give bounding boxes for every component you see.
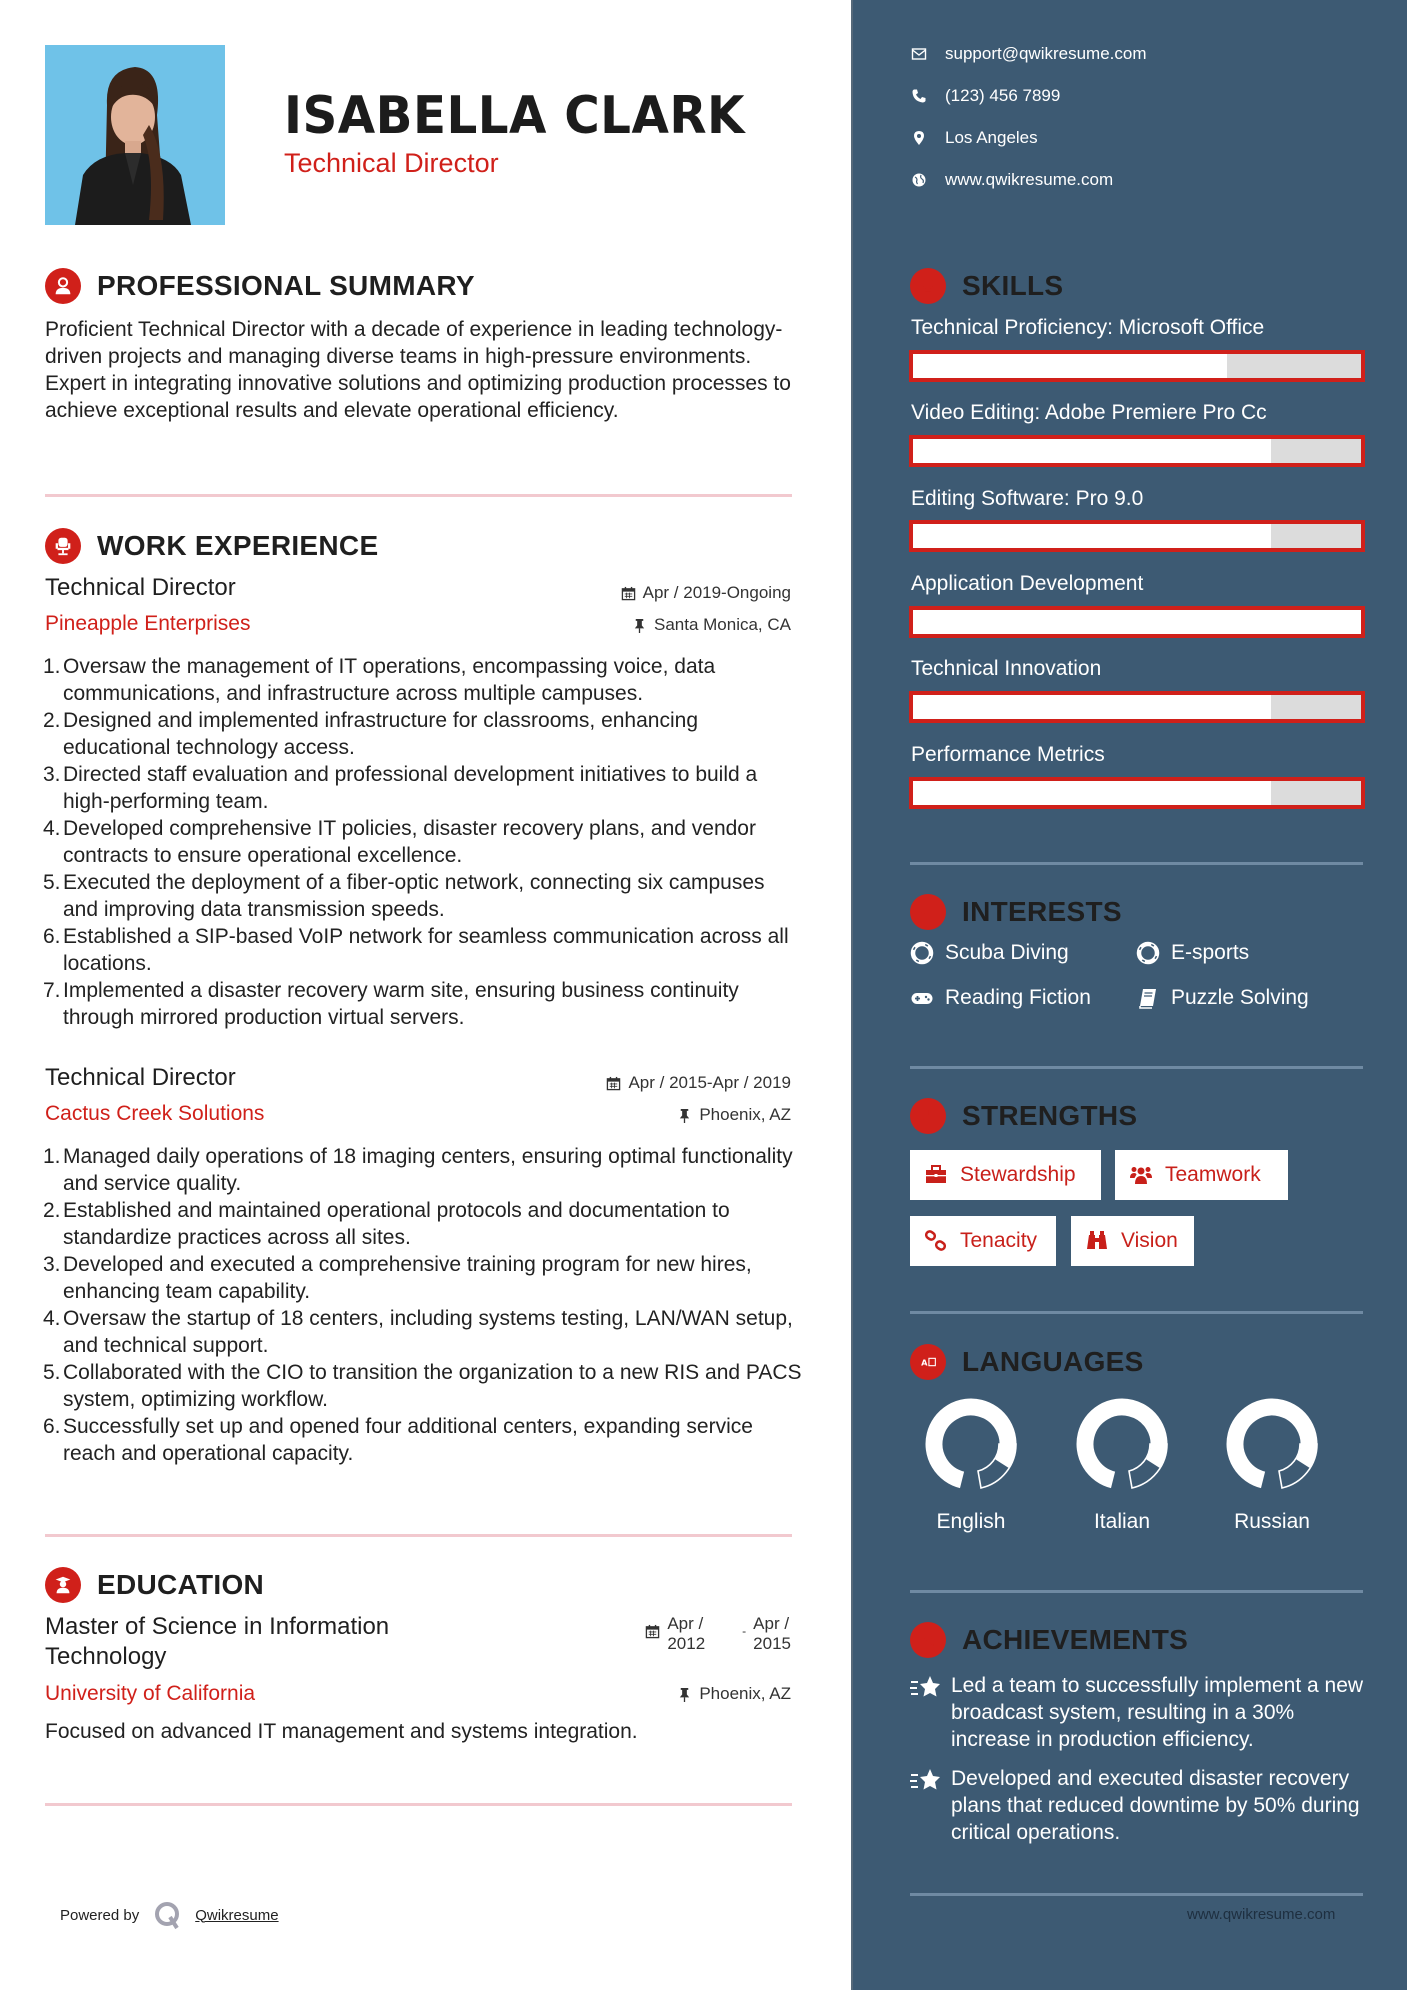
calendar-icon [621, 586, 636, 601]
education-location-text: Phoenix, AZ [699, 1684, 791, 1703]
section-divider [910, 1590, 1363, 1593]
skill-bar [909, 520, 1365, 552]
list-item: 3. Directed staff evaluation and professional development initiatives to build a high-performing team. [43, 763, 758, 813]
language-label: Italian [1093, 1510, 1151, 1533]
job-location-text: Santa Monica, CA [653, 615, 791, 634]
skill-label: Technical Innovation [911, 657, 1102, 680]
language-donut-chart [923, 1396, 1019, 1492]
skill-bar [909, 606, 1365, 638]
education-section-header [45, 1567, 264, 1603]
globe-icon [911, 172, 927, 188]
qwikresume-logo-icon [153, 1900, 183, 1930]
shooting-star-icon [910, 1622, 946, 1658]
profile-photo [45, 45, 225, 225]
envelope-icon [911, 46, 927, 62]
list-item: 1. Oversaw the management of IT operations, encompassing voice, data communications, and infrastructure across multiple campuses. [43, 655, 716, 705]
section-divider [910, 1066, 1363, 1069]
summary-text: Proficient Technical Director with a decade of experience in leading technology-driven projects and managing diverse teams in high-pressure environments. Expert in integrating innovative solutions and optimizing production processes to achieve exceptional results and elevate operational efficiency. [45, 318, 791, 422]
link-icon [924, 1229, 948, 1253]
section-divider [45, 494, 792, 497]
calendar-icon [645, 1624, 660, 1639]
job-duties-list [45, 653, 805, 1031]
qwikresume-link[interactable]: Qwikresume [195, 1906, 279, 1924]
job-dates [606, 1073, 791, 1093]
life-ring-icon [1136, 941, 1160, 965]
office-chair-icon [45, 528, 81, 564]
job-title: Technical Director [45, 574, 236, 601]
skill-label: Performance Metrics [911, 743, 1105, 766]
skills-title: SKILLS [962, 270, 1064, 301]
section-divider [910, 1893, 1363, 1896]
skill-fill [913, 695, 1271, 719]
phone-icon [911, 88, 927, 104]
skill-label: Video Editing: Adobe Premiere Pro Cc [911, 401, 1267, 424]
job-location-text: Phoenix, AZ [699, 1105, 791, 1124]
interest-item: Scuba Diving [910, 941, 1069, 965]
achievements-title: ACHIEVEMENTS [962, 1624, 1189, 1655]
skill-fill [913, 610, 1361, 634]
gamepad-icon [910, 986, 934, 1010]
list-item: 2. Designed and implemented infrastructure for classrooms, enhancing educational technology access. [43, 709, 698, 759]
achievements-section-header [910, 1622, 1188, 1658]
pushpin-icon [677, 1687, 692, 1702]
shooting-star-icon [909, 1673, 943, 1703]
skill-bar [909, 435, 1365, 467]
interests-section-header [910, 894, 1122, 930]
users-icon [1129, 1163, 1153, 1187]
achievement-item: Developed and executed disaster recovery plans that reduced downtime by 50% during critical operations. [909, 1765, 1369, 1846]
language-item [916, 1396, 1026, 1534]
strength-tag: Teamwork [1115, 1150, 1288, 1200]
education-end: Apr / 2015 [753, 1614, 791, 1653]
summary-title: PROFESSIONAL SUMMARY [97, 270, 475, 301]
language-label: Russian [1234, 1510, 1310, 1533]
paper-plane-icon [910, 894, 946, 930]
list-item: 2. Established and maintained operational protocols and documentation to standardize practices across all sites. [43, 1199, 730, 1249]
briefcase-icon [924, 1163, 948, 1187]
list-item: 1. Managed daily operations of 18 imaging centers, ensuring optimal functionality and service quality. [43, 1145, 793, 1195]
interest-item: E-sports [1136, 941, 1249, 965]
binoculars-icon [1085, 1229, 1109, 1253]
strengths-title: STRENGTHS [962, 1100, 1138, 1131]
shooting-star-icon [909, 1766, 943, 1796]
section-divider [45, 1803, 792, 1806]
skill-bar [909, 350, 1365, 382]
experience-title: WORK EXPERIENCE [97, 530, 379, 561]
interest-item: Puzzle Solving [1136, 986, 1309, 1010]
map-marker-icon [911, 130, 927, 146]
language-item [1067, 1396, 1177, 1534]
job-company: Pineapple Enterprises [45, 612, 251, 635]
section-divider [45, 1534, 792, 1537]
education-title: EDUCATION [97, 1569, 265, 1600]
skills-section-header [910, 268, 1063, 304]
life-ring-icon [910, 941, 934, 965]
summary-section-header [45, 268, 475, 304]
pushpin-icon [677, 1108, 692, 1123]
school-name: University of California [45, 1682, 256, 1705]
job-duties-list [45, 1143, 805, 1467]
contact-location: Los Angeles [910, 128, 1038, 148]
graduate-icon [45, 1567, 81, 1603]
skill-label: Application Development [911, 572, 1144, 595]
education-start: Apr / 2012 [667, 1614, 706, 1653]
list-item: 7. Implemented a disaster recovery warm site, ensuring business continuity through mirrored production virtual servers. [43, 979, 739, 1029]
skill-fill [913, 354, 1227, 378]
book-icon [1136, 986, 1160, 1010]
fist-icon [910, 1098, 946, 1134]
skill-bar [909, 777, 1365, 809]
job-location [632, 615, 791, 635]
degree-title: Master of Science in Information Technology [45, 1613, 390, 1670]
list-item: 4. Developed comprehensive IT policies, disaster recovery plans, and vendor contracts to ensure operational excellence. [43, 817, 756, 867]
skill-label: Editing Software: Pro 9.0 [911, 487, 1144, 510]
powered-by: Powered by Qwikresume [60, 1900, 279, 1930]
interest-item: Reading Fiction [910, 986, 1091, 1010]
footer-website-link[interactable]: www.qwikresume.com [1187, 1906, 1336, 1923]
job-dates-text: Apr / 2019-Ongoing [642, 583, 791, 602]
list-item: 5. Executed the deployment of a fiber-optic network, connecting six campuses and improving data transmission speeds. [43, 871, 765, 921]
section-divider [910, 1311, 1363, 1314]
education-dates: Apr / 2012 - Apr / 2015 [645, 1614, 791, 1654]
user-icon [45, 268, 81, 304]
skill-fill [913, 524, 1271, 548]
contact-email[interactable]: support@qwikresume.com [910, 44, 1147, 64]
language-item [1217, 1396, 1327, 1534]
language-label: English [936, 1510, 1006, 1533]
translate-icon [910, 1344, 946, 1380]
strength-tag: Tenacity [910, 1216, 1056, 1266]
achievement-item: Led a team to successfully implement a new broadcast system, resulting in a 30% increase in production efficiency. [909, 1672, 1369, 1753]
strengths-section-header [910, 1098, 1137, 1134]
language-donut-chart [1074, 1396, 1170, 1492]
candidate-name: ISABELLA CLARK [284, 86, 746, 146]
section-divider [910, 862, 1363, 865]
job-dates [621, 583, 791, 603]
contact-phone[interactable]: (123) 456 7899 [910, 86, 1060, 106]
candidate-role: Technical Director [284, 148, 499, 178]
interests-title: INTERESTS [962, 896, 1122, 927]
calendar-icon [606, 1076, 621, 1091]
language-donut-chart [1224, 1396, 1320, 1492]
lightbulb-icon [910, 268, 946, 304]
strength-tag: Stewardship [910, 1150, 1101, 1200]
job-location [677, 1105, 791, 1125]
person-photo-icon [45, 45, 225, 225]
contact-website[interactable]: www.qwikresume.com [910, 170, 1113, 190]
experience-section-header [45, 528, 378, 564]
education-location [677, 1684, 791, 1704]
pushpin-icon [632, 618, 647, 633]
job-company: Cactus Creek Solutions [45, 1102, 265, 1125]
job-dates-text: Apr / 2015-Apr / 2019 [628, 1073, 791, 1092]
svg-text:A: A [921, 1357, 928, 1368]
list-item: 5. Collaborated with the CIO to transition the organization to a new RIS and PACS system, optimizing workflow. [43, 1361, 802, 1411]
languages-title: LANGUAGES [962, 1346, 1144, 1377]
skill-fill [913, 439, 1271, 463]
list-item: 6. Successfully set up and opened four additional centers, expanding service reach and operational capacity. [43, 1415, 753, 1465]
job-title: Technical Director [45, 1064, 236, 1091]
list-item: 4. Oversaw the startup of 18 centers, including systems testing, LAN/WAN setup, and technical support. [43, 1307, 793, 1357]
list-item: 3. Developed and executed a comprehensive training program for new hires, enhancing team capability. [43, 1253, 752, 1303]
strength-tag: Vision [1071, 1216, 1194, 1266]
list-item: 6. Established a SIP-based VoIP network for seamless communication across all locations. [43, 925, 789, 975]
education-description: Focused on advanced IT management and systems integration. [45, 1720, 638, 1743]
skill-fill [913, 781, 1271, 805]
skill-label: Technical Proficiency: Microsoft Office [911, 316, 1265, 339]
skill-bar [909, 691, 1365, 723]
languages-section-header [910, 1344, 1144, 1380]
